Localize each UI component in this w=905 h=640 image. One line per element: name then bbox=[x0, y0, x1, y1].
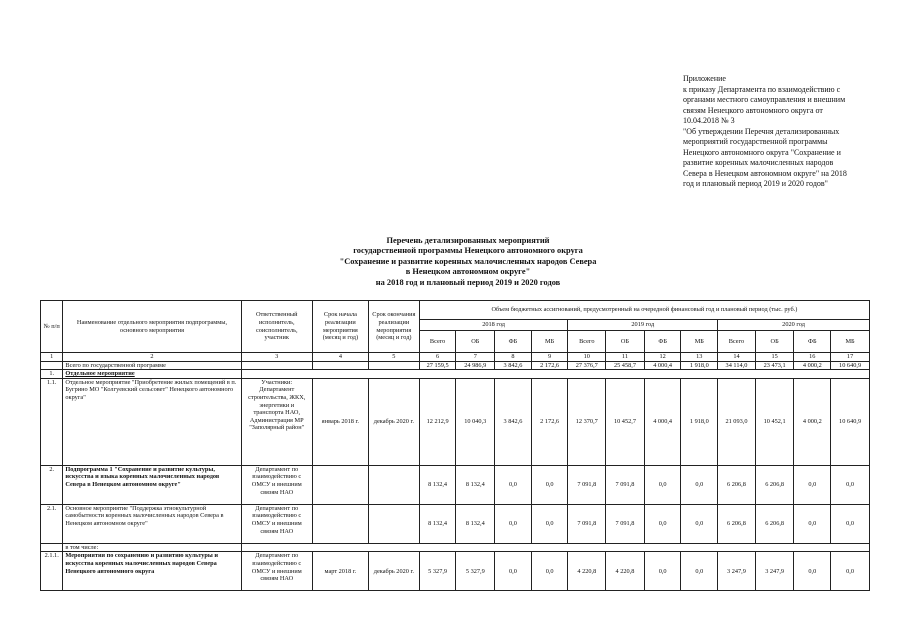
appendix-line: Приложение bbox=[683, 74, 726, 83]
appendix-line: год и плановый период 2019 и 2020 годов" bbox=[683, 179, 828, 188]
value-cell: 8 132,4 bbox=[456, 465, 495, 504]
col-number: 8 bbox=[495, 353, 532, 362]
value-cell: 0,0 bbox=[531, 465, 568, 504]
appendix-line: "Об утверждении Перечня детализированных bbox=[683, 126, 840, 136]
col-number: 3 bbox=[241, 353, 312, 362]
row-start: март 2018 г. bbox=[312, 552, 368, 591]
value-cell: 7 091,8 bbox=[606, 504, 645, 543]
value-cell: 34 114,0 bbox=[718, 361, 756, 370]
total-row bbox=[41, 361, 870, 370]
value-cell: 2 172,6 bbox=[531, 378, 568, 465]
table-row bbox=[41, 504, 870, 543]
value-cell: 0,0 bbox=[644, 465, 681, 504]
empty-cell bbox=[241, 361, 312, 370]
value-cell: 0,0 bbox=[831, 504, 870, 543]
value-cell: 0,0 bbox=[794, 552, 831, 591]
value-cell: 0,0 bbox=[531, 552, 568, 591]
col-number: 16 bbox=[794, 353, 831, 362]
col-number: 1 bbox=[41, 353, 63, 362]
row-executor: Участники: Департамент строительства, ЖКХ, энергетики и транспорта НАО, Администрация МР "Заполярный район" bbox=[241, 378, 312, 465]
col-number: 4 bbox=[312, 353, 368, 362]
appendix-line: связям Ненецкого автономного округа от bbox=[683, 105, 823, 115]
header-year-2020: 2020 год bbox=[718, 320, 870, 331]
row-executor: Департамент по взаимодействию с ОМСУ и внешним связям НАО bbox=[241, 465, 312, 504]
header-executor: Ответственный исполнитель, соисполнитель, участник bbox=[241, 301, 312, 353]
col-number: 14 bbox=[718, 353, 756, 362]
value-cell: 0,0 bbox=[495, 552, 532, 591]
value-cell: 4 220,8 bbox=[568, 552, 606, 591]
value-cell: 10 452,7 bbox=[606, 378, 645, 465]
in-that-number-row bbox=[41, 543, 870, 552]
value-cell: 6 206,8 bbox=[718, 504, 756, 543]
empty-cell bbox=[241, 543, 869, 552]
header-num: № п/п bbox=[41, 301, 63, 353]
value-cell: 10 452,1 bbox=[755, 378, 794, 465]
empty-cell bbox=[312, 361, 368, 370]
value-cell: 3 247,9 bbox=[755, 552, 794, 591]
row-end bbox=[368, 504, 419, 543]
col-number: 5 bbox=[368, 353, 419, 362]
header-mb: МБ bbox=[531, 331, 568, 353]
appendix-line: развитие коренных малочисленных народов bbox=[683, 158, 834, 167]
value-cell: 0,0 bbox=[681, 465, 718, 504]
appendix-block bbox=[683, 74, 888, 190]
header-total: Всего bbox=[419, 331, 456, 353]
value-cell: 6 206,8 bbox=[755, 504, 794, 543]
title-line: "Сохранение и развитие коренных малочисленных народов Севера bbox=[339, 256, 597, 266]
appendix-line: Ненецкого автономного округа "Сохранение и bbox=[683, 147, 841, 157]
title-line: в Ненецком автономном округе" bbox=[405, 267, 531, 277]
header-fb: ФБ bbox=[644, 331, 681, 353]
value-cell: 4 000,4 bbox=[644, 378, 681, 465]
value-cell: 23 473,1 bbox=[755, 361, 794, 370]
col-number: 7 bbox=[456, 353, 495, 362]
value-cell: 5 327,9 bbox=[456, 552, 495, 591]
value-cell: 4 220,8 bbox=[606, 552, 645, 591]
col-number: 10 bbox=[568, 353, 606, 362]
header-budget: Объем бюджетных ассигнований, предусмотренный на очередной финансовый год и плановый период (тыс. руб.) bbox=[419, 301, 869, 320]
appendix-line: 10.04.2018 № 3 bbox=[683, 116, 735, 125]
value-cell: 27 376,7 bbox=[568, 361, 606, 370]
in-that-number-label: в том числе: bbox=[63, 543, 241, 552]
header-year-2019: 2019 год bbox=[568, 320, 718, 331]
value-cell: 7 091,8 bbox=[606, 465, 645, 504]
appendix-line: Севера в Ненецком автономном округе" на 2018 bbox=[683, 168, 847, 178]
header-total: Всего bbox=[718, 331, 756, 353]
header-year-2018: 2018 год bbox=[419, 320, 568, 331]
header-mb: МБ bbox=[831, 331, 870, 353]
value-cell: 0,0 bbox=[644, 504, 681, 543]
value-cell: 2 172,6 bbox=[531, 361, 568, 370]
value-cell: 4 000,2 bbox=[794, 378, 831, 465]
col-number: 6 bbox=[419, 353, 456, 362]
col-number: 13 bbox=[681, 353, 718, 362]
row-num: 2. bbox=[41, 465, 63, 504]
col-number: 9 bbox=[531, 353, 568, 362]
header-ob: ОБ bbox=[606, 331, 645, 353]
title-line: государственной программы Ненецкого автономного округа bbox=[353, 246, 583, 256]
header-end: Срок окончания реализации мероприятия (месяц и год) bbox=[368, 301, 419, 353]
title-line: на 2018 год и плановый период 2019 и 2020 годов bbox=[375, 277, 561, 287]
value-cell: 1 918,0 bbox=[681, 361, 718, 370]
header-mb: МБ bbox=[681, 331, 718, 353]
value-cell: 1 918,0 bbox=[681, 378, 718, 465]
row-num: 2.1. bbox=[41, 504, 63, 543]
empty-cell bbox=[368, 361, 419, 370]
value-cell: 0,0 bbox=[681, 552, 718, 591]
table-row bbox=[41, 378, 870, 465]
row-num: 2.1.1. bbox=[41, 552, 63, 591]
value-cell: 6 206,8 bbox=[718, 465, 756, 504]
value-cell: 0,0 bbox=[831, 552, 870, 591]
total-label: Всего по государственной программе bbox=[63, 361, 241, 370]
title-line: Перечень детализированных мероприятий bbox=[386, 236, 550, 245]
empty-cell bbox=[41, 361, 63, 370]
header-fb: ФБ bbox=[794, 331, 831, 353]
value-cell: 3 842,6 bbox=[495, 361, 532, 370]
appendix-line: мероприятий государственной программы bbox=[683, 137, 828, 146]
value-cell: 21 093,0 bbox=[718, 378, 756, 465]
measures-table bbox=[40, 300, 870, 591]
value-cell: 5 327,9 bbox=[419, 552, 456, 591]
appendix-line: к приказу Департамента по взаимодействию с bbox=[683, 84, 841, 94]
value-cell: 0,0 bbox=[681, 504, 718, 543]
header-fb: ФБ bbox=[495, 331, 532, 353]
table-row bbox=[41, 552, 870, 591]
section-row bbox=[41, 370, 870, 379]
col-number: 15 bbox=[755, 353, 794, 362]
table-row bbox=[41, 465, 870, 504]
value-cell: 4 000,2 bbox=[794, 361, 831, 370]
col-number: 17 bbox=[831, 353, 870, 362]
value-cell: 8 132,4 bbox=[419, 504, 456, 543]
value-cell: 0,0 bbox=[495, 504, 532, 543]
col-number: 2 bbox=[63, 353, 241, 362]
header-start: Срок начала реализации мероприятия (месяц и год) bbox=[312, 301, 368, 353]
row-name: Основное мероприятие "Поддержка этнокультурной самобытности коренных малочисленных народов Севера в Ненецком автономном округе" bbox=[63, 504, 241, 543]
value-cell: 0,0 bbox=[794, 504, 831, 543]
header-name: Наименование отдельного мероприятия подпрограммы, основного мероприятия bbox=[63, 301, 241, 353]
header-ob: ОБ bbox=[456, 331, 495, 353]
row-name: Мероприятия по сохранению и развитию культуры и искусства коренных малочисленных народов Севера Ненецкого автономного округа bbox=[63, 552, 241, 591]
row-name: Отдельное мероприятие "Приобретение жилых помещений в п. Бугрино МО "Колгуевский сельсовет" Ненецкого автономного округа" bbox=[63, 378, 241, 465]
value-cell: 12 212,9 bbox=[419, 378, 456, 465]
row-end: декабрь 2020 г. bbox=[368, 552, 419, 591]
document-title bbox=[318, 236, 618, 288]
value-cell: 0,0 bbox=[495, 465, 532, 504]
empty-cell bbox=[241, 370, 869, 379]
value-cell: 10 040,3 bbox=[456, 378, 495, 465]
value-cell: 7 091,8 bbox=[568, 504, 606, 543]
row-start bbox=[312, 504, 368, 543]
value-cell: 24 986,9 bbox=[456, 361, 495, 370]
header-ob: ОБ bbox=[755, 331, 794, 353]
row-end bbox=[368, 465, 419, 504]
value-cell: 0,0 bbox=[644, 552, 681, 591]
value-cell: 10 640,9 bbox=[831, 361, 870, 370]
row-num: 1.1. bbox=[41, 378, 63, 465]
value-cell: 0,0 bbox=[531, 504, 568, 543]
value-cell: 4 000,4 bbox=[644, 361, 681, 370]
value-cell: 25 458,7 bbox=[606, 361, 645, 370]
measures-table-wrapper bbox=[40, 300, 870, 591]
section-num: 1. bbox=[41, 370, 63, 379]
appendix-line: органами местного самоуправления и внешним bbox=[683, 95, 846, 104]
value-cell: 6 206,8 bbox=[755, 465, 794, 504]
value-cell: 7 091,8 bbox=[568, 465, 606, 504]
header-total: Всего bbox=[568, 331, 606, 353]
value-cell: 10 640,9 bbox=[831, 378, 870, 465]
value-cell: 12 370,7 bbox=[568, 378, 606, 465]
row-end: декабрь 2020 г. bbox=[368, 378, 419, 465]
empty-cell bbox=[41, 543, 63, 552]
value-cell: 3 247,9 bbox=[718, 552, 756, 591]
value-cell: 3 842,6 bbox=[495, 378, 532, 465]
col-number: 12 bbox=[644, 353, 681, 362]
row-executor: Департамент по взаимодействию с ОМСУ и внешним связям НАО bbox=[241, 552, 312, 591]
row-name: Подпрограмма 1 "Сохранение и развитие культуры, искусства и языка коренных малочисленных народов Севера в Ненецком автономном округе" bbox=[63, 465, 241, 504]
column-numbers-row bbox=[41, 353, 870, 362]
value-cell: 0,0 bbox=[794, 465, 831, 504]
row-start bbox=[312, 465, 368, 504]
value-cell: 0,0 bbox=[831, 465, 870, 504]
value-cell: 8 132,4 bbox=[456, 504, 495, 543]
row-executor: Департамент по взаимодействию с ОМСУ и внешним связям НАО bbox=[241, 504, 312, 543]
value-cell: 8 132,4 bbox=[419, 465, 456, 504]
value-cell: 27 159,5 bbox=[419, 361, 456, 370]
section-label: Отдельное мероприятие bbox=[63, 370, 241, 379]
col-number: 11 bbox=[606, 353, 645, 362]
row-start: январь 2018 г. bbox=[312, 378, 368, 465]
